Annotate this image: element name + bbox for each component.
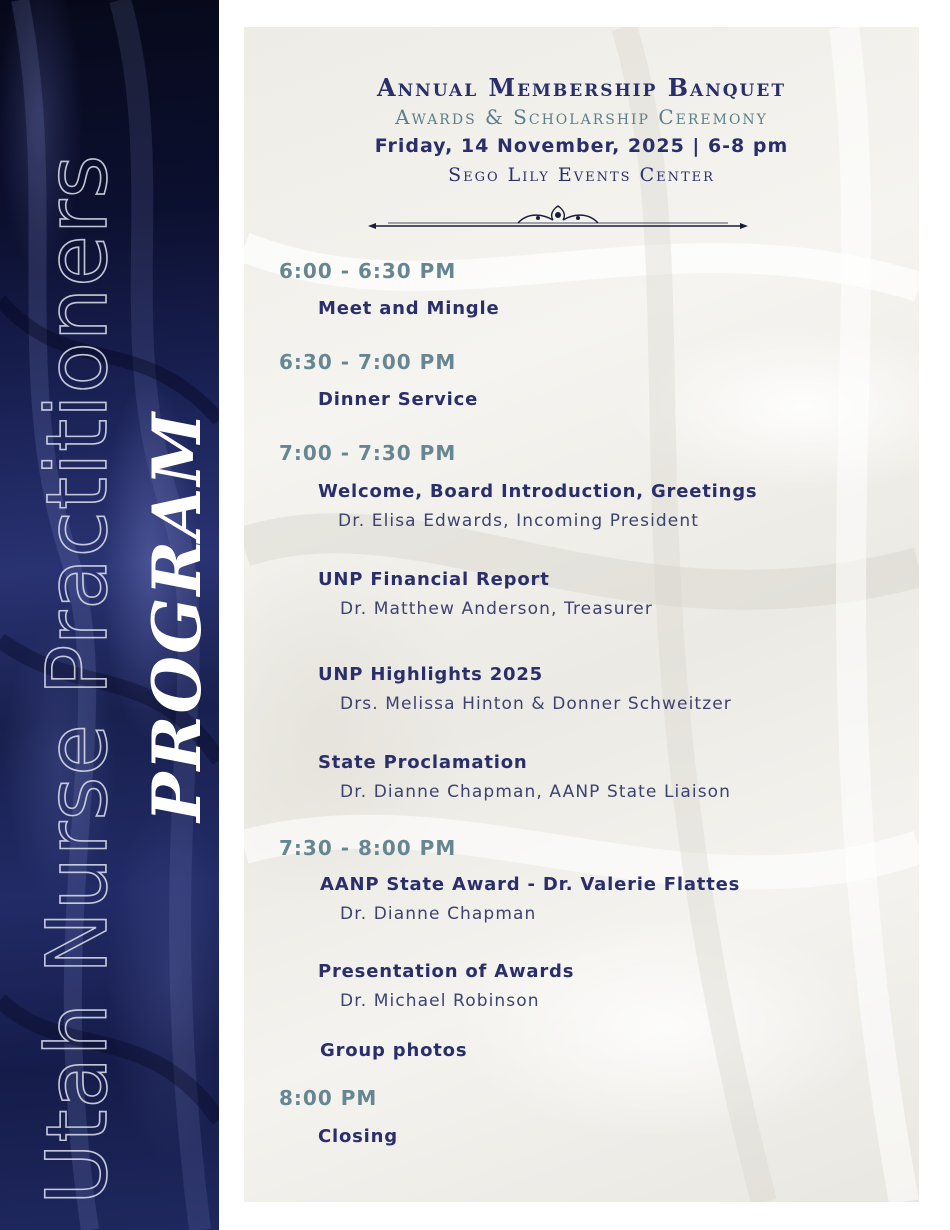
event-title: Annual Membership Banquet: [377, 73, 786, 102]
agenda-item-title: Welcome, Board Introduction, Greetings: [318, 481, 758, 502]
program-panel: [244, 27, 919, 1202]
time-slot-2: 6:30 - 7:00 PM: [279, 350, 457, 374]
time-slot-5: 8:00 PM: [279, 1086, 378, 1110]
agenda-item-speaker: Dr. Matthew Anderson, Treasurer: [340, 599, 653, 619]
vertical-title-wrap: [28, 25, 126, 1205]
agenda-item-speaker: Dr. Dianne Chapman, AANP State Liaison: [340, 782, 732, 802]
program-word-wrap: [137, 402, 217, 822]
agenda-item-title: Dinner Service: [318, 389, 479, 410]
event-venue: Sego Lily Events Center: [448, 164, 715, 186]
agenda-item-speaker: Drs. Melissa Hinton & Donner Schweitzer: [340, 694, 732, 714]
agenda-item-title: State Proclamation: [318, 752, 528, 773]
time-slot-1: 6:00 - 6:30 PM: [279, 259, 457, 283]
vertical-organization-title: Utah Nurse Practitioners: [28, 153, 126, 1205]
agenda-item-title: Meet and Mingle: [318, 298, 500, 319]
agenda-item-speaker: Dr. Michael Robinson: [340, 991, 540, 1011]
agenda-item-title: Group photos: [320, 1040, 468, 1061]
time-slot-3: 7:00 - 7:30 PM: [279, 441, 457, 465]
agenda-item-speaker: Dr. Elisa Edwards, Incoming President: [338, 511, 699, 531]
side-band: [0, 0, 219, 1230]
flourish-divider-icon: [368, 200, 748, 240]
agenda-item-title: Presentation of Awards: [318, 961, 575, 982]
agenda-item-speaker: Dr. Dianne Chapman: [340, 904, 537, 924]
program-heading: PROGRAM: [138, 410, 216, 822]
agenda-item-title: UNP Highlights 2025: [318, 664, 543, 685]
agenda-item-title: UNP Financial Report: [318, 569, 550, 590]
agenda-item-title: AANP State Award - Dr. Valerie Flattes: [320, 874, 741, 895]
event-date: Friday, 14 November, 2025 | 6-8 pm: [374, 135, 789, 157]
time-slot-4: 7:30 - 8:00 PM: [279, 836, 457, 860]
event-subtitle: Awards & Scholarship Ceremony: [395, 105, 768, 129]
agenda-item-title: Closing: [318, 1126, 398, 1147]
